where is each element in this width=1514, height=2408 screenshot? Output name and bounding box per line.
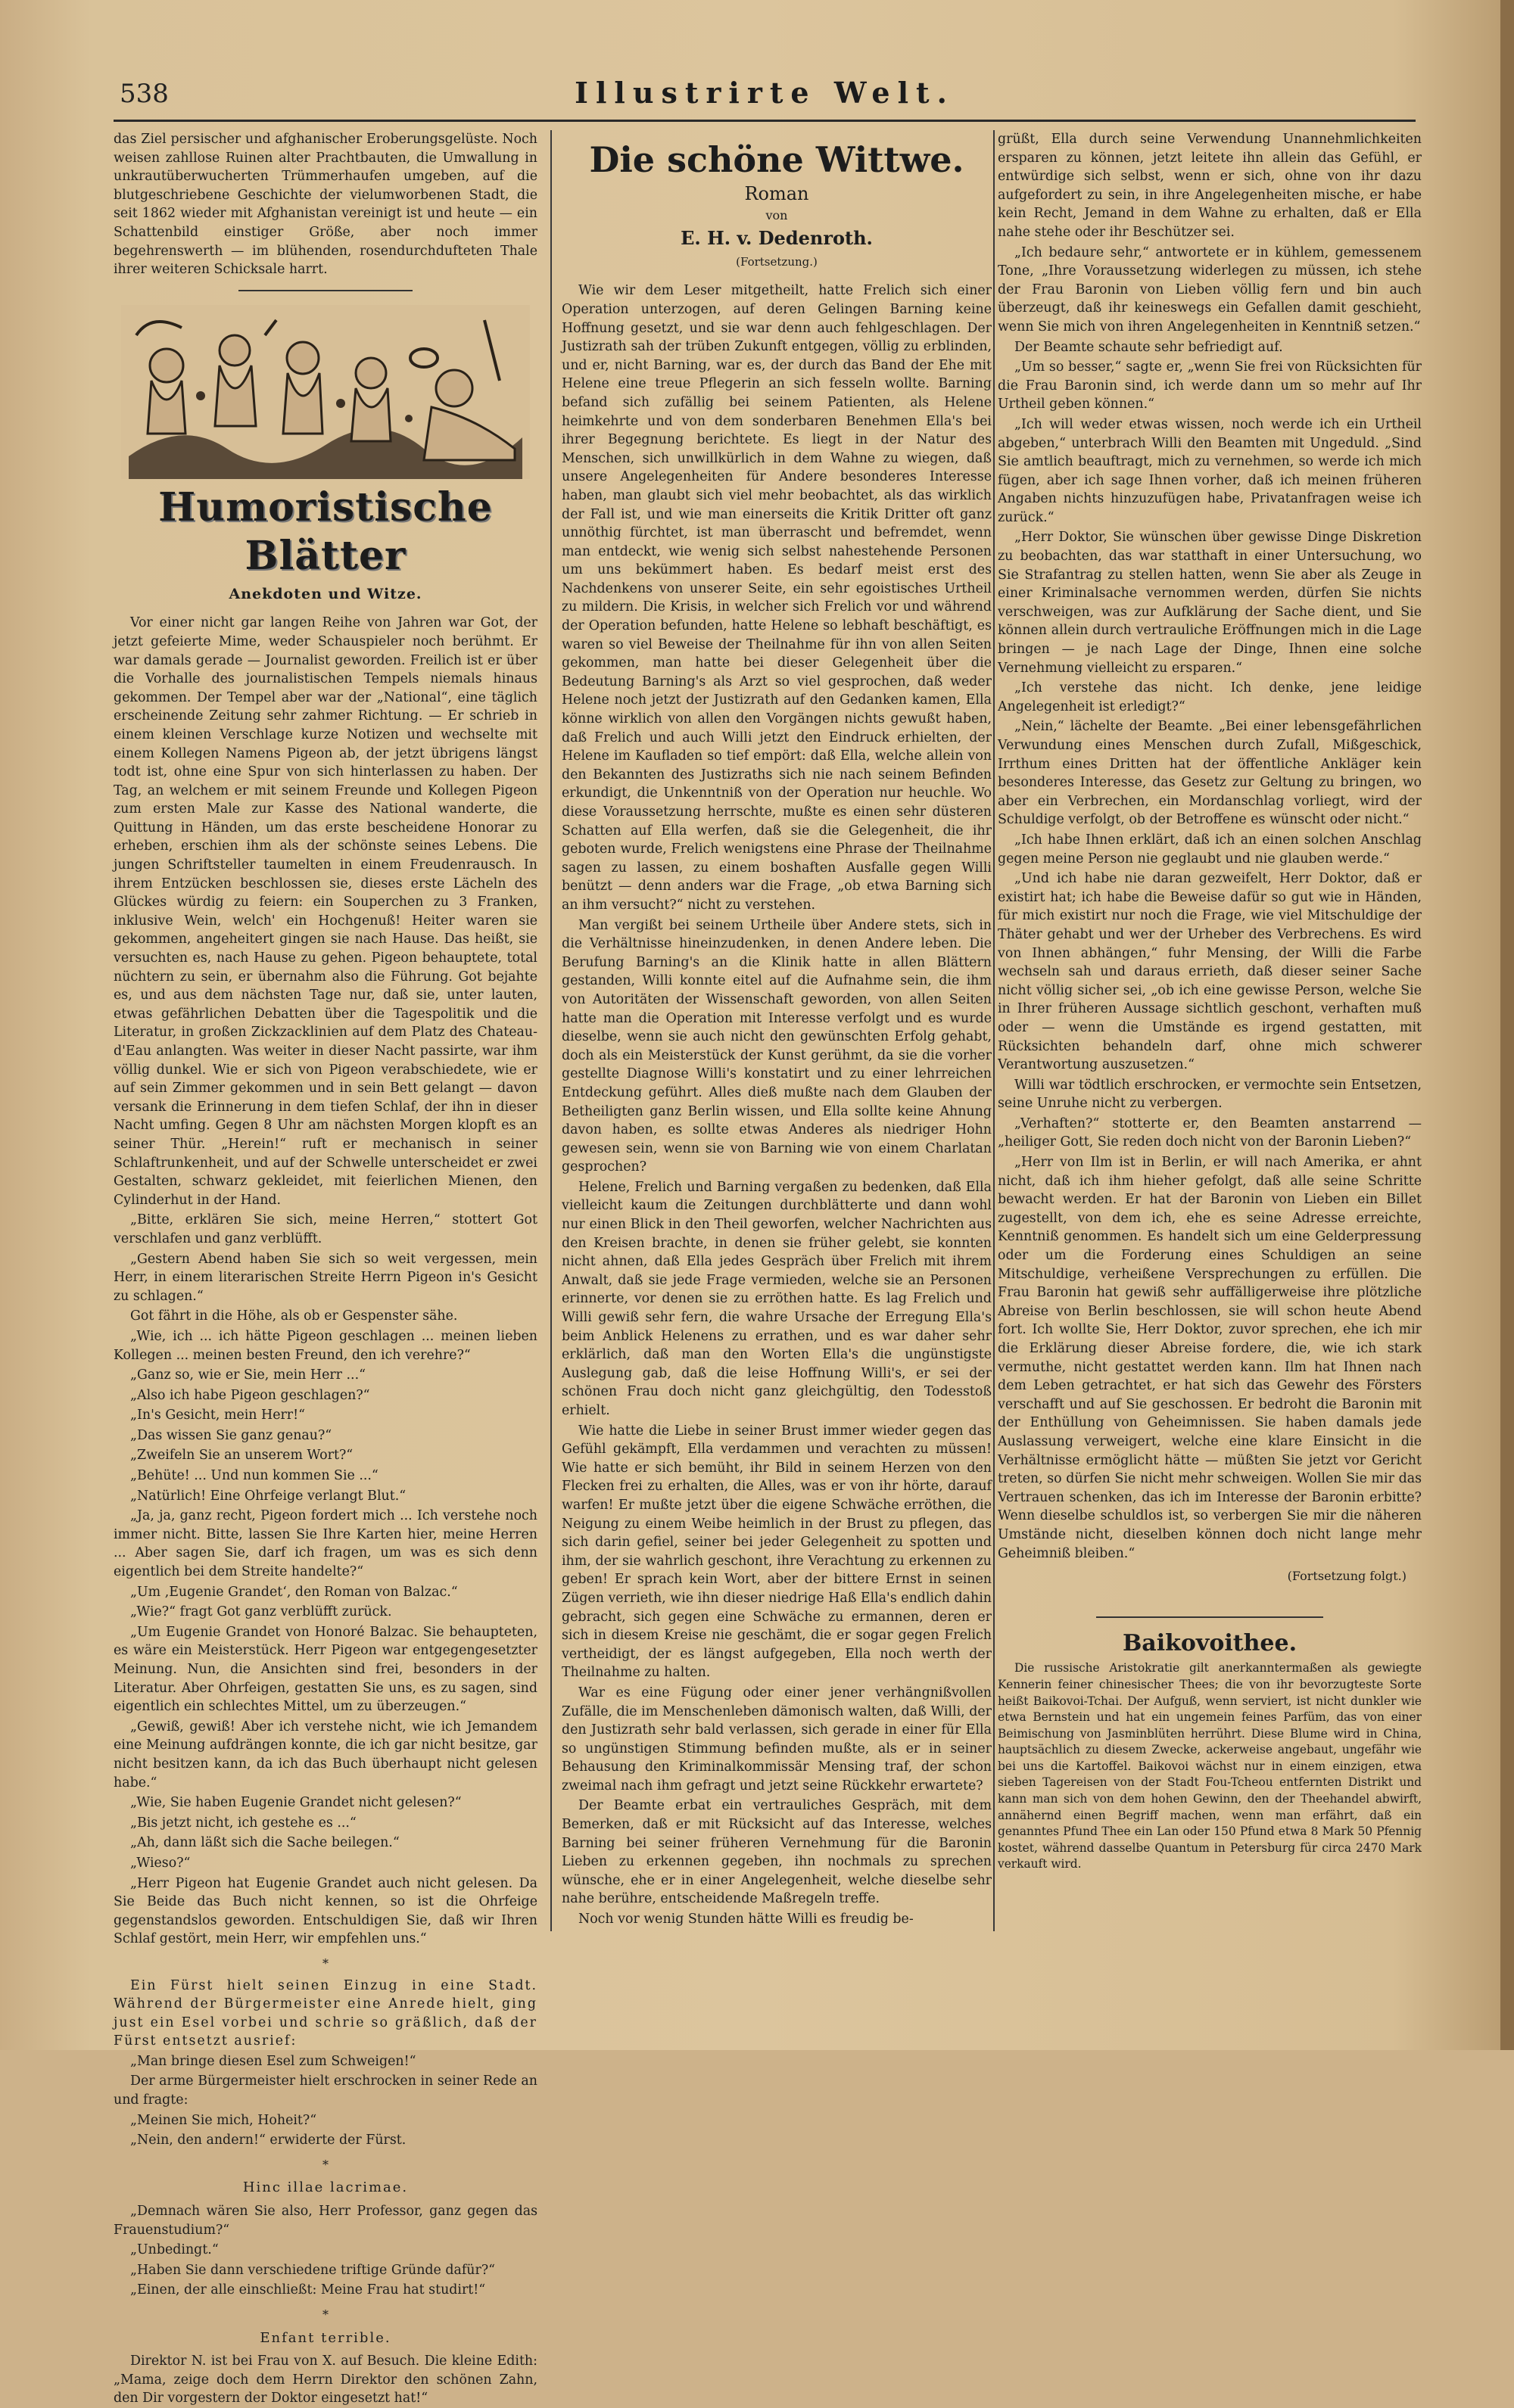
anecdote-paragraph: „Wie, Sie haben Eugenie Grandet nicht gelesen?“ [130,1795,462,1811]
anecdote-paragraph: „Wie, ich ... ich hätte Pigeon geschlagen ... meinen lieben Kollegen ... meinen besten Freund, den ich verehre?“ [114,1328,537,1363]
novel-paragraph: „Ich verstehe das nicht. Ich denke, jene leidige Angelegenheit ist erledigt?“ [998,680,1422,714]
masthead: Illustrirte Welt. [575,76,955,110]
novel-von: von [765,207,788,222]
anecdote-paragraph: „Wieso?“ [130,1855,191,1871]
anecdote-paragraph: Der arme Bürgermeister hielt erschrocken in seiner Rede an und fragte: [114,2074,537,2108]
column-divider-2 [993,130,995,1931]
anecdote-heading: Enfant terrible. [260,2329,391,2346]
novel-paragraph: „Ich will weder etwas wissen, noch werde ich ein Urtheil abgeben,“ unterbrach Willi den Beamten mit Ungeduld. „Sind Sie amtlich beauftragt, mich zu vernehmen, so werde ich mich fügen, aber ich sage Ihnen vorher, daß ich meinen früheren Angaben nichts hinzuzufügen habe, Privatanfragen weise ich zurück.“ [998,416,1422,525]
anecdote-paragraph: „Einen, der alle einschließt: Meine Frau hat studirt!“ [130,2282,486,2298]
anecdote-paragraph: „Bis jetzt nicht, ich gestehe es ...“ [130,1815,357,1831]
anecdote-paragraph: „Nein, den andern!“ erwiderte der Fürst. [130,2133,407,2148]
header-rule [114,120,1416,122]
anecdote-paragraph: „Das wissen Sie ganz genau?“ [130,1427,332,1443]
anecdote-paragraph: „Um ‚Eugenie Grandet‘, den Roman von Balzac.“ [130,1584,458,1600]
novel-paragraph: „Herr von Ilm ist in Berlin, er will nach Amerika, er ahnt nicht, daß ich ihm hieher gefolgt, daß alle seine Schritte bewacht werden. Er hat der Baronin von Lieben ein Billet zugestellt, von dem ich, ehe es seine Adresse erreichte, Kenntniß genommen. Es handelt sich um eine Gelderpressung oder um die Forderung eines Schuldigen an seine Mitschuldige, verheißene Versprechungen zu erfüllen. Die Frau Baronin hat gewiß sehr auffälligerweise ihre plötzliche Abreise von Berlin beschlossen, sie will schon heute Abend fort. Ich wollte Sie, Herr Doktor, zuvor sprechen, ehe ich mir die Erklärung dieser Abreise fordere, die, wie ich stark vermuthe, nicht gestattet werden kann. Ilm hat Ihnen nach dem Leben getrachtet, er hat sich das Gewehr des Försters verschafft und auf Sie geschossen. Er bedroht die Baronin mit der Enthüllung von Geheimnissen. Sie haben damals jede Auslassung verweigert, welche eine klare Einsicht in die Verhältnisse ermöglicht hätte — müßten Sie jetzt vor Gericht treten, so dürfen Sie nicht mehr schweigen. Wollen Sie mir das Vertrauen schenken, das ich im Interesse der Baronin erbitte? Wenn dieselbe schuldlos ist, so verbergen Sie mir die näheren Umstände nicht, dieselben können doch nicht lange mehr Geheimniß bleiben.“ [998,1155,1422,1561]
novel-paragraph: „Ich bedaure sehr,“ antwortete er in kühlem, gemessenem Tone, „Ihre Voraussetzung widerlegen zu müssen, ich stehe der Frau Baronin von Lieben völlig fern und bin auch überzeugt, daß ihr keineswegs ein Gefallen damit geschieht, wenn Sie mich von ihren Angelegenheiten in Kenntniß setzen.“ [998,244,1422,334]
anecdote-paragraph: „In's Gesicht, mein Herr!“ [130,1408,306,1423]
separator [238,290,413,291]
anecdote-paragraph: „Natürlich! Eine Ohrfeige verlangt Blut.“ [130,1488,407,1504]
novel-title: Die schöne Wittwe. [589,139,964,180]
anecdote-paragraph: „Wie?“ fragt Got ganz verblüfft zurück. [130,1604,392,1620]
anecdote-paragraph: „Haben Sie dann verschiedene triftige Gründe dafür?“ [130,2262,496,2278]
page-edge [1500,0,1514,2050]
column-divider-1 [550,130,552,1931]
novel-paragraph: „Nein,“ lächelte der Beamte. „Bei einer lebensgefährlichen Verwundung eines Menschen durch Zufall, Mißgeschick, Irrthum eines Dritten hat der öffentliche Ankläger kein besonderes Interesse, das Gesetz zur Geltung zu bringen, wo aber ein Verbrechen, ein Mordanschlag vorliegt, wird der Schuldige verfolgt, ob der Betroffene es wünscht oder nicht.“ [998,719,1422,828]
anecdote-paragraph: „Meinen Sie mich, Hoheit?“ [130,2112,317,2128]
tea-article-title: Baikovoithee. [1122,1629,1297,1657]
anecdote-heading: Hinc illae lacrimae. [242,2179,409,2196]
anecdote-paragraph: „Zweifeln Sie an unserem Wort?“ [130,1448,354,1464]
anecdote-paragraph: „Man bringe diesen Esel zum Schweigen!“ [130,2053,416,2069]
novel-paragraph: „Und ich habe nie daran gezweifelt, Herr Doktor, daß er existirt hat; ich habe die Beweise dafür so gut wie in Händen, für mich existirt nur noch die Frage, wie viel Mitschuldige der Thäter gehabt und wer der Urheber des Verbrechens. Es wird von Ihnen abhängen,“ fuhr Mensing, der Willi die Farbe wechseln sah und daraus errieth, daß dieser seiner Sache nicht völlig sicher sei, „ob ich eine gewisse Person, welche Sie in Ihrer früheren Aussage sichtlich geschont, verhaften muß oder — wenn die Umstände es irgend gestatten, mit Rücksichten behandeln darf, ohne mich schwerer Verantwortung auszusetzen.“ [998,871,1422,1073]
page-number: 538 [120,79,169,109]
anecdote-paragraph: „Ganz so, wie er Sie, mein Herr ...“ [130,1367,366,1383]
column-2 [562,130,992,1946]
novel-paragraph: Man vergißt bei seinem Urtheile über Andere stets, sich in die Verhältnisse hineinzudenken, in denen Andere leben. Die Berufung Barning's an die Klinik hatte in allen Blättern gestanden, Willi konnte eitel auf die Aufnahme sein, die ihm von Autoritäten der Wissenschaft geworden, von allen Seiten hatte man die Operation mit Interesse verfolgt und es wurde dieselbe, wenn sie auch nicht den gewünschten Erfolg gehabt, doch als ein Meisterstück der Kunst gerühmt, da sie die vorher gestellte Diagnose Willi's konstatirt und zu einer lehrreichen Entdeckung geführt. Alles dieß mußte nach dem Glauben der Betheiligten ganz Berlin wissen, und Ella sollte keine Ahnung davon haben, es sollte etwas Anderes als niedriger Hohn gewesen sein, wenn sie von Barning wie von einem Charlatan gesprochen? [562,917,992,1175]
anecdote-paragraph: „Gestern Abend haben Sie sich so weit vergessen, mein Herr, in einem literarischen Streite Herrn Pigeon in's Gesicht zu schlagen.“ [114,1251,537,1304]
novel-paragraph: „Verhaften?“ stotterte er, den Beamten anstarrend — „heiliger Gott, Sie reden doch nicht von der Baronin Lieben?“ [998,1115,1422,1150]
anecdote-paragraph: „Ah, dann läßt sich die Sache beilegen.“ [130,1835,400,1851]
novel-paragraph: Willi war tödtlich erschrocken, er vermochte sein Entsetzen, seine Unruhe nicht zu verbergen. [998,1077,1422,1112]
anecdote-paragraph: „Bitte, erklären Sie sich, meine Herren,“ stottert Got verschlafen und ganz verblüfft. [114,1212,537,1246]
star-separator: * [322,1955,329,1971]
novel-author: E. H. v. Dedenroth. [681,227,873,250]
page-header [114,76,1416,114]
novel-paragraph: „Ich habe Ihnen erklärt, daß ich an einen solchen Anschlag gegen meine Person nie geglaubt und nie glauben werde.“ [998,832,1422,866]
anecdote-paragraph: Direktor N. ist bei Frau von X. auf Besuch. Die kleine Edith: „Mama, zeige doch dem Herrn Direktor den schönen Zahn, den Dir vorgestern der Doktor eingesetzt hat!“ [114,2354,537,2406]
novel-paragraph: grüßt, Ella durch seine Verwendung Unannehmlichkeiten ersparen zu können, jetzt leitete ihn allein das Gefühl, er entwürdige sich selbst, wenn er sich, ohne von ihr dazu aufgefordert zu sein, in ihre Angelegenheiten mische, er habe kein Recht, Jemand in dem Wahne zu erhalten, daß er Ella nahe stehe oder ihr Beschützer sei. [998,132,1422,240]
anecdote-paragraph: „Gewiß, gewiß! Aber ich verstehe nicht, wie ich Jemandem eine Meinung aufdrängen konnte, die ich gar nicht besitze, gar nicht besitzen kann, da ich das Buch überhaupt nicht gelesen habe.“ [114,1719,537,1790]
separator [1096,1616,1323,1618]
column-3 [998,130,1422,1946]
anecdote-paragraph: Ein Fürst hielt seinen Einzug in eine Stadt. Während der Bürgermeister eine Anrede hielt, ging just ein Esel vorbei und schrie so gräßlich, daß der Fürst entsetzt ausrief: [114,1977,537,2049]
anecdote-paragraph: „Demnach wären Sie also, Herr Professor, ganz gegen das Frauenstudium?“ [114,2204,537,2238]
column-1 [114,130,537,2406]
novel-paragraph: Der Beamte erbat ein vertrauliches Gespräch, mit dem Bemerken, daß er mit Rücksicht auf das Interesse, welches Barning bei seiner früheren Vernehmung für die Baronin Lieben zu erkennen gegeben, ihn nochmals zu sprechen wünsche, ehe er in einer Angelegenheit, welche dieselbe sehr nahe berühre, entscheidende Maßregeln treffe. [562,1798,992,1907]
novel-paragraph: Helene, Frelich und Barning vergaßen zu bedenken, daß Ella vielleicht kaum die Zeitungen durchblätterte und dann wohl nur einen Blick in den Theil geworfen, welcher Nachrichten aus den Kreisen brachte, in denen sie früher gelebt, sie konnten nicht ahnen, daß Ella jedes Gespräch über Frelich mit ihrem Anwalt, daß sie jede Frage vermieden, welche sie an Personen erinnerte, vor denen sie zu erröthen hatte. Es lag Frelich und Willi gewiß sehr fern, die wahre Ursache der Erregung Ella's beim Anblick Helenens zu errathen, und es war daher sehr erklärlich, daß man den Worten Ella's die ungünstigste Auslegung gab, daß die leise Hoffnung Willi's, er sei der schönen Frau doch nicht ganz gleichgültig, den Todesstoß erhielt. [562,1179,992,1418]
novel-paragraph: Der Beamte schaute sehr befriedigt auf. [1014,339,1283,355]
tea-article-text: Die russische Aristokratie gilt anerkanntermaßen als gewiegte Kennerin feiner chinesischer Thees; die von ihr bevorzugteste Sorte heißt Baikovoi-Tchai. Der Aufguß, wenn serviert, ist nicht dunkler wie etwa Bernstein und hat ein ungemein feines Parfüm, das von einer Beimischung von Jasminblüten herrührt. Diese Blume wird in China, hauptsächlich zu diesem Zwecke, ackerweise angebaut, ungefähr wie bei uns die Kartoffel. Baikovoi wächst nur in einem einzigen, etwa sieben Tagereisen von der Stadt Fou-Tcheou entfernten Distrikt und kann man sich von dem hohen Gewinn, den der Theehandel abwirft, annähernd einen Begriff machen, wenn man erfährt, daß ein genanntes Pfund Thee ein Lan oder 150 Pfund etwa 8 Mark 50 Pfennig kostet, während dasselbe Quantum in Petersburg für circa 2470 Mark verkauft wird. [998,1661,1422,1871]
continuation-note: (Fortsetzung folgt.) [1287,1569,1407,1584]
novel-paragraph: Noch vor wenig Stunden hätte Willi es freudig be- [578,1912,914,1927]
novel-continuation-label: (Fortsetzung.) [736,254,818,269]
novel-paragraph: War es eine Fügung oder einer jener verhängnißvollen Zufälle, die im Menschenleben dämonisch walten, daß Willi, der den Justizrath sehr bald verlassen, sich gerade in einer für Ella so ungünstigen Stimmung befinden mußte, als er in seiner Behausung den Kriminalkommissär Mensing traf, der schon zweimal nach ihm gefragt und jetzt seine Rückkehr erwartete? [562,1685,992,1794]
novel-paragraph: Wie hatte die Liebe in seiner Brust immer wieder gegen das Gefühl gekämpft, Ella verdammen und verachten zu müssen! Wie hatte er sich bemüht, ihr Bild in seinem Herzen von den Flecken frei zu erhalten, die Alles, was er von ihr hörte, darauf warfen! Er mußte jetzt über die eigene Schwäche erröthen, die Neigung zu einem Weibe heimlich in der Brust zu pflegen, das sich darin gefiel, seiner bei jeder Gelegenheit zu spotten und ihm, der sie wahrlich geschont, ihre Verachtung zu erkennen zu geben! Er sprach kein Wort, aber der bittere Ernst in seinen Zügen verrieth, wie ihn dieser niedrige Haß Ella's endlich dahin gebracht, sich gegen eine Schwäche zu ermannen, deren er sich in diesem Kreise nie geschämt, die er sogar gegen Frelich vertheidigt, der es längst aufgegeben, Ella noch werth der Theilnahme zu halten. [562,1423,992,1681]
anecdote-paragraph: „Unbedingt.“ [130,2242,219,2258]
section-subtitle: Anekdoten und Witze. [229,585,422,602]
cherub-musicians-illustration [121,305,530,479]
anecdote-paragraph: Got fährt in die Höhe, als ob er Gespenster sähe. [130,1308,458,1324]
star-separator: * [322,2157,329,2172]
anecdote-paragraph: Vor einer nicht gar langen Reihe von Jahren war Got, der jetzt gefeierte Mime, weder Schauspieler noch berühmt. Er war damals gerade — Journalist geworden. Freilich ist er über die Vorhalle des journalistischen Tempels niemals hinaus gekommen. Der Tempel aber war der „National“, eine täglich erscheinende Zeitung sehr zahmer Richtung. — Er schrieb in einem kleinen Verschlage kurze Notizen und wechselte mit einem Kollegen Namens Pigeon ab, der jetzt übrigens längst todt ist, ohne eine Spur von sich hinterlassen zu haben. Der Tag, an welchem er mit seinem Freunde und Kollegen Pigeon zum ersten Male zur Kasse des National wanderte, die Quittung in Händen, um das erste bescheidene Honorar zu erheben, erschien ihm als der schönste seines Lebens. Die jungen Schriftsteller taumelten in einem Freudenrausch. In ihrem Entzücken beschlossen sie, dieses erste Lächeln des Glückes würdig zu feiern: ein Souperchen zu 3 Franken, inklusive Wein, welch' ein Hochgenuß! Heiter waren sie gekommen, angeheitert gingen sie nach Hause. Das heißt, sie versuchten es, nach Hause zu gehen. Pigeon behauptete, total nüchtern zu sein, er übernahm also die Führung. Got bejahte es, und aus dem nächsten Tage nur, daß sie, unter lauten, etwas gefährlichen Debatten über die Tagespolitik und die Literatur, in großen Zickzacklinien auf dem Platz des Chateau-d'Eau anlangten. Was weiter in dieser Nacht passirte, war ihm völlig dunkel. Wie er sich von Pigeon verabschiedete, wie er auf sein Zimmer gekommen und in sein Bett gelangt — davon versank die Erinnerung in dem tiefen Schlaf, der ihn in dieser Nacht umfing. Gegen 8 Uhr am nächsten Morgen klopft es an seiner Thür. „Herein!“ ruft er mechanisch in seiner Schlaftrunkenheit, und auf der Schwelle unterscheidet er zwei Gestalten, schwarz gekleidet, mit feierlichen Mienen, den Cylinderhut in der Hand. [114,615,537,1208]
star-separator: * [322,2307,329,2322]
anecdote-paragraph: „Herr Pigeon hat Eugenie Grandet auch nicht gelesen. Da Sie Beide das Buch nicht kennen, so ist die Ohrfeige gegenstandslos geworden. Entschuldigen Sie, daß wir Ihren Schlaf gestört, mein Herr, wir empfehlen uns.“ [114,1875,537,1947]
novel-paragraph: Wie wir dem Leser mitgetheilt, hatte Frelich sich einer Operation unterzogen, auf deren Gelingen Barning keine Hoffnung gesetzt, und sie war denn auch fehlgeschlagen. Der Justizrath sah der trüben Zukunft entgegen, völlig zu erblinden, und er, nicht Barning, war es, der durch das Band der Ehe mit Helene eine treue Pflegerin an sich fesseln wollte. Barning befand sich zufällig bei seinem Patienten, als Helene heimkehrte und von dem sonderbaren Benehmen Ella's bei ihrer Begegnung berichtete. Es liegt in der Natur des Menschen, sich unwillkürlich in dem Wahne zu wiegen, daß unsere Angelegenheiten für Andere besonderes Interesse haben, man glaubt sich viel mehr beobachtet, als das wirklich der Fall ist, und wie man einerseits die Kritik Dritter oft ganz unnöthig fürchtet, ist man überrascht und befremdet, wenn man entdeckt, wie wenig sich selbst nahestehende Personen um uns bekümmert haben. Es bedarf meist erst des Nachdenkens von unserer Seite, ein sehr egoistisches Urtheil zu mildern. Die Krisis, in welcher sich Frelich vor und während der Operation befunden, hatte Helene so lebhaft beschäftigt, es waren so viel Beweise der Theilnahme für ihn von allen Seiten gekommen, man hatte bei dieser Gelegenheit über die Bedeutung Barning's als Arzt so viel gesprochen, daß weder Helene noch jetzt der Justizrath auf den Gedanken kamen, Ella könne wirklich von allen den Vorgängen nichts gewußt haben, daß Frelich und auch Willi jetzt den Eindruck erhielten, der Helene im Kaufladen so tief empört: daß Ella, welche allein von den Bekannten des Justizraths sich nie nach seinem Befinden erkundigt, die Unkenntniß von der Operation nur heuchle. Wo diese Voraussetzung herrschte, mußte es einen sehr düsteren Schatten auf Ella werfen, daß sie die Gelegenheit, die ihr geboten wurde, Frelich wenigstens eine Phrase der Theilnahme sagen zu lassen, zu einem boshaften Ausfalle gegen Willi benützt — denn anders war die Frage, „ob etwa Barning sich an ihm versucht?“ nicht zu verstehen. [562,283,992,913]
novel-paragraph: „Herr Doktor, Sie wünschen über gewisse Dinge Diskretion zu beobachten, das war statthaft in einer Untersuchung, wo Sie Strafantrag zu stellen hatten, wenn Sie aber als Zeuge in einer Kriminalsache vernommen werden, dürfen Sie nichts verschweigen, was zur Aufklärung der Sache dient, und Sie können allein durch vertrauliche Eröffnungen mich in die Lage bringen — je nach Lage der Dinge, Ihnen eine solche Vernehmung vielleicht zu ersparen.“ [998,530,1422,676]
anecdote-paragraph: „Behüte! ... Und nun kommen Sie ...“ [130,1468,378,1484]
anecdote-paragraph: „Um Eugenie Grandet von Honoré Balzac. Sie behaupteten, es wäre ein Meisterstück. Herr Pigeon war entgegengesetzter Meinung. Nun, die Ansichten sind frei, besonders in der Literatur. Aber Ohrfeigen, gestatten Sie uns, es zu sagen, sind eigentlich ein schlechtes Mittel, um zu überzeugen.“ [114,1624,537,1715]
novel-paragraph: „Um so besser,“ sagte er, „wenn Sie frei von Rücksichten für die Frau Baronin sind, ich werde dann um so mehr auf Ihr Urtheil geben können.“ [998,359,1422,412]
section-title: Humoristische Blätter [158,484,493,579]
intro-paragraph: das Ziel persischer und afghanischer Eroberungsgelüste. Noch weisen zahllose Ruinen alter Prachtbauten, die Umwallung in unkrautüberwucherten Trümmerhaufen umgeben, auf die blutgeschriebene Geschichte der vielumworbenen Stadt, die seit 1862 wieder mit Afghanistan vereinigt ist und heute — ein Schattenbild einstiger Größe, aber noch immer begehrenswerth — im blühenden, rosendurchdufteten Thale ihrer weiteren Schicksale harrt. [114,132,537,278]
anecdote-paragraph: „Also ich habe Pigeon geschlagen?“ [130,1387,370,1403]
anecdote-paragraph: „Ja, ja, ganz recht, Pigeon fordert mich ... Ich verstehe noch immer nicht. Bitte, lassen Sie Ihre Karten hier, meine Herren ... Aber sagen Sie, darf ich fragen, um was es sich denn eigentlich bei dem Streite handelte?“ [114,1508,537,1580]
novel-genre: Roman [744,183,809,204]
